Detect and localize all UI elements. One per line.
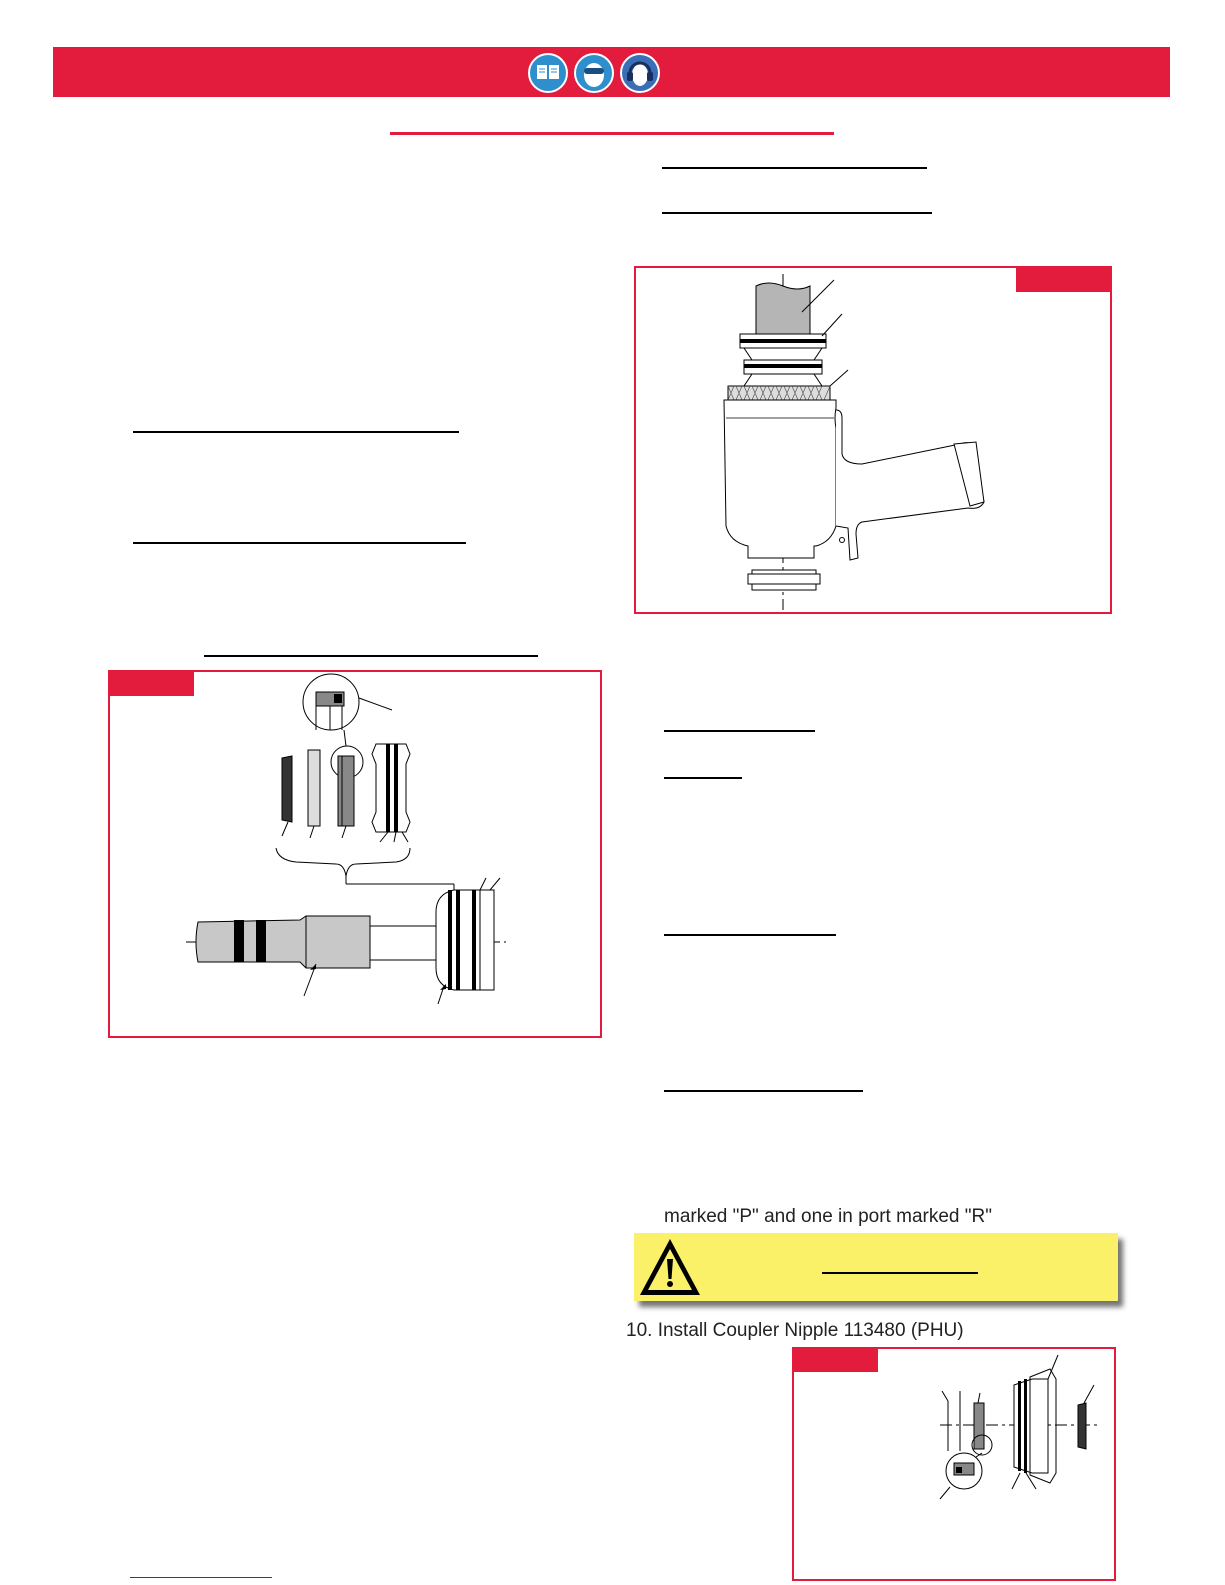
step-10-text-clipped: 10. Install Coupler Nipple 113480 (PHU)	[626, 1320, 964, 1341]
figure-heading-rule	[204, 655, 538, 657]
hearing-protection-icon	[620, 53, 660, 93]
read-manual-icon	[528, 53, 568, 93]
heading-rule	[133, 431, 459, 433]
title-rule	[390, 132, 834, 135]
heading-rule	[133, 542, 466, 544]
header-bar	[53, 47, 1170, 97]
heading-rule	[664, 934, 836, 936]
figure-piston-seals	[108, 670, 602, 1038]
heading-rule	[664, 730, 815, 732]
warning-exclamation-icon	[634, 1233, 712, 1301]
caution-box	[634, 1233, 1118, 1301]
eye-protection-icon	[574, 53, 614, 93]
heading-rule	[664, 1090, 863, 1092]
footer-link-underline[interactable]	[130, 1577, 272, 1578]
heading-rule	[664, 777, 742, 779]
figure-coupler-seals	[792, 1347, 1116, 1581]
step-text-clipped: marked "P" and one in port marked "R"	[664, 1206, 992, 1227]
heading-rule	[662, 212, 932, 214]
figure-tool-assembly	[634, 266, 1112, 614]
heading-rule	[662, 167, 927, 169]
caution-heading-rule	[822, 1272, 978, 1274]
